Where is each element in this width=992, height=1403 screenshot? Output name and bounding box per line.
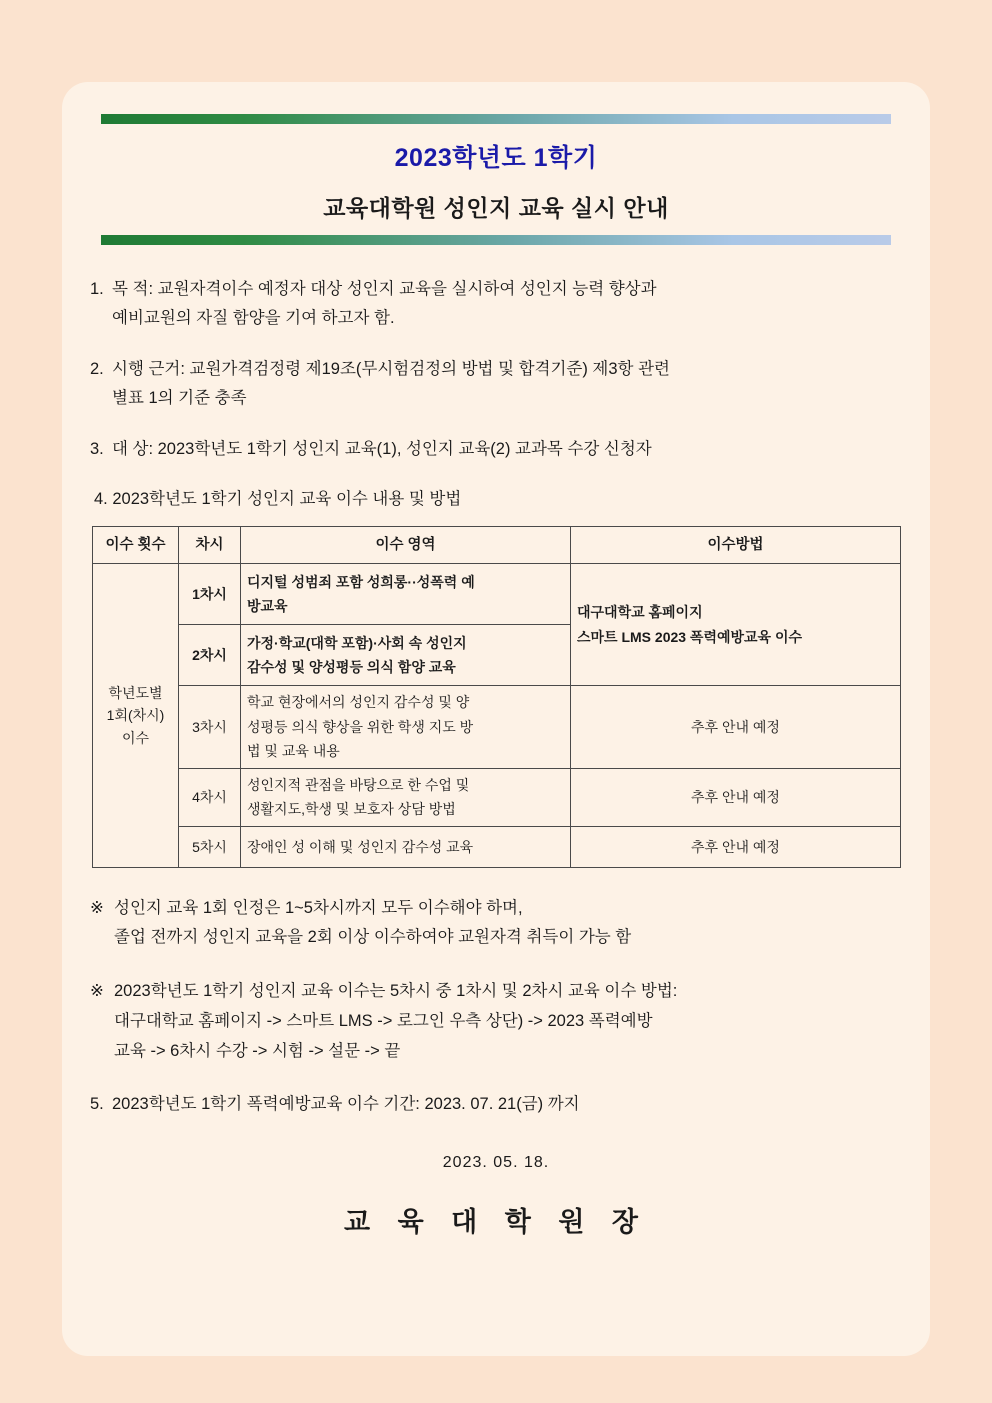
table-header-row <box>93 527 901 564</box>
area-1-line-1: 디지털 성범죄 포함 성희롱··성폭력 예 <box>247 573 475 590</box>
training-table <box>92 526 901 868</box>
header-top-rule <box>101 114 891 124</box>
note-2 <box>90 977 902 1066</box>
area-1-line-2: 방교육 <box>247 598 288 615</box>
list-item-1-text <box>112 275 902 333</box>
method-merged-line-2: 스마트 LMS 2023 폭력예방교육 이수 <box>577 628 803 645</box>
area-2-line-2: 감수성 및 양성평등 의식 함양 교육 <box>247 659 456 676</box>
table-cell-method-3: 추후 안내 예정 <box>571 686 901 769</box>
list-item-2 <box>90 355 902 413</box>
table-row <box>93 686 901 769</box>
note-1-line-2: 졸업 전까지 성인지 교육을 2회 이상 이수하여야 교원자격 취득이 가능 함 <box>114 928 632 947</box>
table-cell-session-3: 3차시 <box>179 686 241 769</box>
note-2-text <box>114 977 902 1066</box>
table-cell-area-1 <box>241 564 571 625</box>
table-cell-session-1: 1차시 <box>179 564 241 625</box>
table-cell-area-3 <box>241 686 571 769</box>
note-1-line-1: 성인지 교육 1회 인정은 1~5차시까지 모두 이수해야 하며, <box>114 898 523 917</box>
note-1 <box>90 894 902 953</box>
list-item-5-text: 2023학년도 1학기 폭력예방교육 이수 기간: 2023. 07. 21(금) 까지 <box>112 1095 580 1114</box>
table-header-method: 이수방법 <box>571 527 901 564</box>
list-item-1-number: 1. <box>90 280 104 298</box>
document-header <box>101 114 891 245</box>
list-item-1-line2: 예비교원의 자질 함양을 기여 하고자 함. <box>112 308 395 327</box>
area-4-line-1: 성인지적 관점을 바탕으로 한 수업 및 <box>247 776 470 793</box>
table-cell-session-5: 5차시 <box>179 826 241 867</box>
document-signer: 교 육 대 학 원 장 <box>344 1207 648 1238</box>
note-1-mark: ※ <box>90 898 104 917</box>
table-cell-area-5: 장애인 성 이해 및 성인지 감수성 교육 <box>241 826 571 867</box>
section-4-title: 4. 2023학년도 1학기 성인지 교육 이수 내용 및 방법 <box>94 490 462 509</box>
list-item-2-line1: 시행 근거: 교원가격검정령 제19조(무시험검정의 방법 및 합격기준) 제3항 관련 <box>112 359 670 378</box>
note-2-line-3: 교육 -> 6차시 수강 -> 시험 -> 설문 -> 끝 <box>114 1041 401 1060</box>
page-title-year: 2023학년도 1학기 <box>394 144 598 172</box>
note-2-line-2: 대구대학교 홈페이지 -> 스마트 LMS -> 로그인 우측 상단) -> 2023 폭력예방 <box>114 1011 653 1030</box>
count-line-2: 1회(차시) <box>106 707 165 724</box>
table-header-count: 이수 횟수 <box>93 527 179 564</box>
area-2-line-1: 가정·학교(대학 포함)·사회 속 성인지 <box>247 634 467 651</box>
header-bottom-rule <box>101 235 891 245</box>
table-cell-area-4 <box>241 768 571 826</box>
count-line-3: 이수 <box>121 729 150 746</box>
table-cell-method-merged <box>571 564 901 686</box>
list-item-5 <box>90 1090 902 1119</box>
list-item-2-text <box>112 355 902 413</box>
table-header-session: 차시 <box>179 527 241 564</box>
document-date: 2023. 05. 18. <box>442 1154 550 1172</box>
table-row <box>93 768 901 826</box>
list-item-3-number: 3. <box>90 439 104 458</box>
page-title-main: 교육대학원 성인지 교육 실시 안내 <box>323 195 669 221</box>
table-row <box>93 826 901 867</box>
note-2-mark: ※ <box>90 982 104 1001</box>
table-cell-count <box>93 564 179 868</box>
list-item-3 <box>90 435 902 464</box>
list-item-3-text <box>112 435 902 464</box>
area-3-line-2: 성평등 의식 향상을 위한 학생 지도 방 <box>247 718 474 735</box>
document-inner <box>90 114 902 1336</box>
list-item-3-line1: 대 상: 2023학년도 1학기 성인지 교육(1), 성인지 교육(2) 교과목 수강 신청자 <box>112 439 652 458</box>
area-4-line-2: 생활지도,학생 및 보호자 상담 방법 <box>247 801 456 818</box>
document-body <box>90 275 902 1246</box>
list-item-2-line2: 별표 1의 기준 충족 <box>112 388 247 407</box>
method-merged-line-1: 대구대학교 홈페이지 <box>577 603 703 620</box>
list-item-5-number: 5. <box>90 1095 104 1114</box>
note-2-line-1: 2023학년도 1학기 성인지 교육 이수는 5차시 중 1차시 및 2차시 교육 이수 방법: <box>114 982 678 1001</box>
table-cell-area-2 <box>241 625 571 686</box>
notes-section <box>90 894 902 1066</box>
table-row <box>93 564 901 625</box>
list-item-2-number: 2. <box>90 359 104 378</box>
area-3-line-1: 학교 현장에서의 성인지 감수성 및 양 <box>247 694 470 711</box>
table-cell-session-2: 2차시 <box>179 625 241 686</box>
table-cell-method-4: 추후 안내 예정 <box>571 768 901 826</box>
list-item-1-line1: 목 적: 교원자격이수 예정자 대상 성인지 교육을 실시하여 성인지 능력 향상과 <box>112 280 657 298</box>
document-page <box>62 82 930 1356</box>
list-item-1 <box>90 275 902 333</box>
note-1-text <box>114 894 902 953</box>
area-3-line-3: 법 및 교육 내용 <box>247 743 340 760</box>
table-cell-session-4: 4차시 <box>179 768 241 826</box>
table-cell-method-5: 추후 안내 예정 <box>571 826 901 867</box>
count-line-1: 학년도별 <box>108 684 163 701</box>
table-header-area: 이수 영역 <box>241 527 571 564</box>
